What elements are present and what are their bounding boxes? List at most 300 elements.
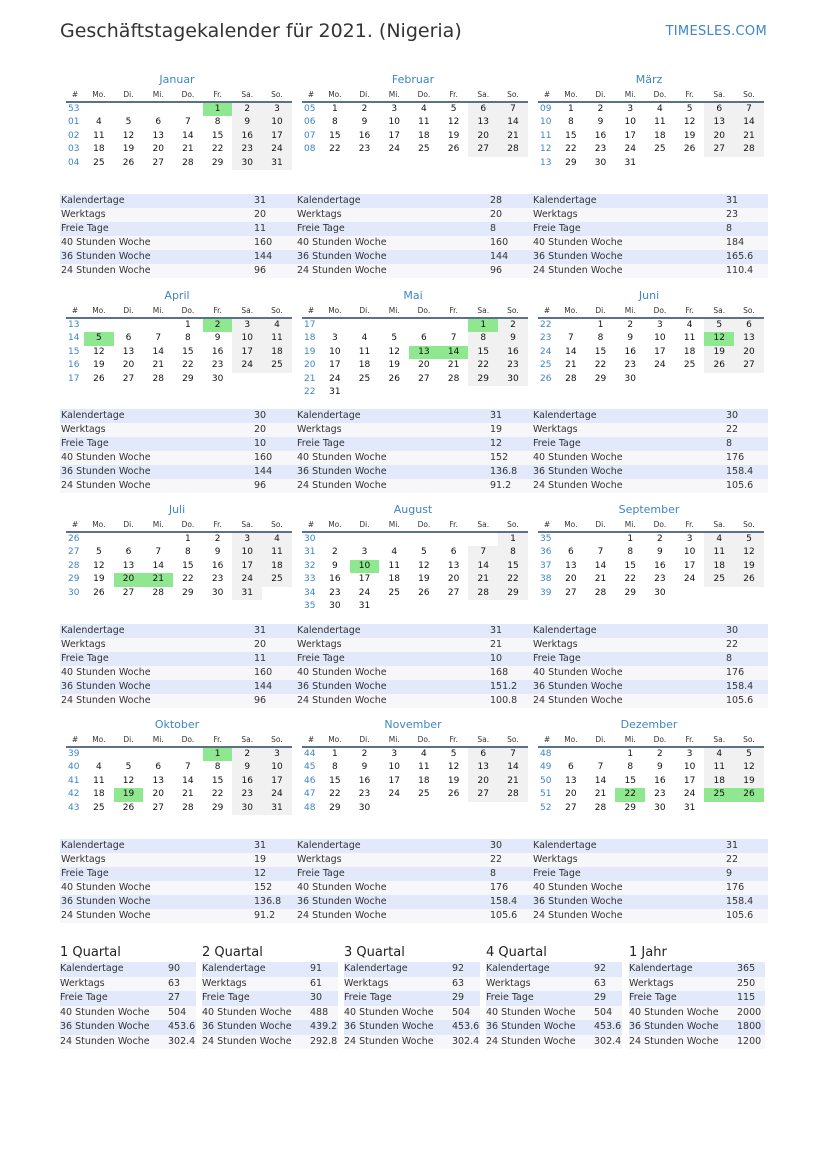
day-cell[interactable]: 28 (447, 373, 460, 384)
day-cell[interactable]: 7 (498, 103, 528, 116)
day-cell[interactable]: 23 (358, 144, 371, 155)
day-cell[interactable]: 29 (594, 373, 607, 384)
day-cell[interactable]: 2 (361, 749, 368, 759)
day-cell[interactable]: 16 (211, 346, 224, 357)
day-cell[interactable]: 18 (654, 130, 666, 141)
day-cell[interactable]: 9 (214, 547, 221, 558)
day-cell[interactable]: 11 (93, 130, 105, 141)
day-cell[interactable]: 9 (627, 333, 634, 344)
day-cell[interactable]: 31 (683, 802, 696, 813)
day-cell[interactable]: 30 (329, 600, 341, 611)
day-cell[interactable]: 7 (597, 547, 604, 558)
day-cell[interactable]: 2 (203, 319, 233, 332)
day-cell[interactable]: 9 (597, 117, 604, 128)
day-cell[interactable]: 15 (182, 346, 194, 357)
day-cell[interactable]: 10 (262, 761, 292, 774)
day-cell[interactable]: 25 (683, 360, 696, 371)
day-cell[interactable]: 8 (214, 762, 221, 773)
day-cell[interactable]: 27 (122, 373, 135, 384)
day-cell[interactable]: 1 (567, 104, 574, 114)
day-cell[interactable]: 19 (683, 130, 696, 141)
day-cell[interactable]: 14 (594, 560, 607, 571)
day-cell[interactable]: 26 (388, 373, 400, 384)
day-cell[interactable]: 13 (704, 116, 734, 129)
day-cell[interactable]: 28 (468, 587, 498, 600)
day-cell[interactable]: 12 (734, 546, 764, 559)
day-cell[interactable]: 23 (654, 574, 666, 585)
day-cell[interactable]: 3 (686, 749, 693, 759)
day-cell[interactable]: 3 (331, 333, 338, 344)
day-cell[interactable]: 24 (358, 587, 371, 598)
day-cell[interactable]: 13 (122, 346, 135, 357)
day-cell[interactable]: 29 (565, 157, 577, 168)
day-cell[interactable]: 8 (185, 333, 191, 344)
day-cell[interactable]: 27 (418, 373, 430, 384)
day-cell[interactable]: 22 (329, 789, 341, 800)
day-cell[interactable]: 29 (182, 587, 194, 598)
day-cell[interactable]: 2 (232, 103, 262, 116)
day-cell[interactable]: 1 (498, 533, 528, 546)
day-cell[interactable]: 12 (418, 560, 430, 571)
day-cell[interactable]: 26 (93, 373, 105, 384)
day-cell[interactable]: 10 (350, 560, 380, 573)
day-cell[interactable]: 11 (93, 775, 105, 786)
day-cell[interactable]: 17 (654, 346, 666, 357)
day-cell[interactable]: 22 (211, 789, 224, 800)
day-cell[interactable]: 26 (734, 788, 764, 801)
day-cell[interactable]: 8 (498, 546, 528, 559)
day-cell[interactable]: 27 (734, 359, 764, 372)
day-cell[interactable]: 1 (468, 319, 498, 332)
day-cell[interactable]: 3 (657, 320, 663, 330)
day-cell[interactable]: 27 (468, 788, 498, 801)
day-cell[interactable]: 11 (704, 546, 734, 559)
day-cell[interactable]: 31 (262, 802, 292, 815)
day-cell[interactable]: 10 (262, 116, 292, 129)
day-cell[interactable]: 19 (447, 775, 460, 786)
day-cell[interactable]: 15 (498, 560, 528, 573)
day-cell[interactable]: 5 (734, 533, 764, 546)
day-cell[interactable]: 5 (125, 117, 132, 128)
day-cell[interactable]: 23 (654, 789, 666, 800)
day-cell[interactable]: 11 (418, 117, 430, 128)
day-cell[interactable]: 20 (468, 775, 498, 788)
day-cell[interactable]: 19 (93, 360, 105, 371)
day-cell[interactable]: 27 (704, 143, 734, 156)
day-cell[interactable]: 20 (152, 789, 164, 800)
day-cell[interactable]: 4 (686, 320, 693, 330)
day-cell[interactable]: 9 (331, 560, 338, 571)
day-cell[interactable]: 15 (182, 560, 194, 571)
brand-logo[interactable]: TIMESLES.COM (665, 24, 767, 39)
day-cell[interactable]: 10 (683, 547, 696, 558)
day-cell[interactable]: 11 (704, 761, 734, 774)
day-cell[interactable]: 5 (686, 104, 693, 114)
day-cell[interactable]: 16 (232, 775, 262, 788)
day-cell[interactable]: 4 (657, 104, 663, 114)
day-cell[interactable]: 16 (211, 560, 224, 571)
day-cell[interactable]: 6 (421, 333, 427, 344)
day-cell[interactable]: 26 (122, 802, 135, 813)
day-cell[interactable]: 22 (211, 144, 224, 155)
day-cell[interactable]: 28 (152, 373, 164, 384)
day-cell[interactable]: 4 (262, 533, 292, 546)
day-cell[interactable]: 17 (683, 560, 696, 571)
day-cell[interactable]: 24 (388, 789, 400, 800)
day-cell[interactable]: 3 (686, 534, 693, 544)
day-cell[interactable]: 28 (152, 587, 164, 598)
day-cell[interactable]: 15 (624, 775, 636, 786)
day-cell[interactable]: 9 (657, 547, 663, 558)
day-cell[interactable]: 19 (93, 574, 105, 585)
day-cell[interactable]: 29 (182, 373, 194, 384)
day-cell[interactable]: 7 (734, 103, 764, 116)
day-cell[interactable]: 5 (95, 547, 102, 558)
day-cell[interactable]: 27 (447, 587, 460, 598)
day-cell[interactable]: 24 (683, 574, 696, 585)
day-cell[interactable]: 1 (185, 534, 191, 544)
day-cell[interactable]: 8 (331, 762, 338, 773)
day-cell[interactable]: 23 (498, 359, 528, 372)
day-cell[interactable]: 21 (182, 144, 194, 155)
day-cell[interactable]: 16 (654, 775, 666, 786)
day-cell[interactable]: 25 (358, 373, 371, 384)
day-cell[interactable]: 19 (388, 360, 400, 371)
day-cell[interactable]: 14 (182, 775, 194, 786)
day-cell[interactable]: 13 (409, 346, 439, 359)
day-cell[interactable]: 17 (624, 130, 636, 141)
day-cell[interactable]: 17 (262, 775, 292, 788)
day-cell[interactable]: 24 (232, 359, 262, 372)
day-cell[interactable]: 22 (594, 360, 607, 371)
day-cell[interactable]: 7 (468, 546, 498, 559)
day-cell[interactable]: 19 (447, 130, 460, 141)
day-cell[interactable]: 16 (329, 574, 341, 585)
day-cell[interactable]: 1 (331, 104, 338, 114)
day-cell[interactable]: 23 (358, 789, 371, 800)
day-cell[interactable]: 2 (331, 547, 338, 558)
day-cell[interactable]: 12 (388, 346, 400, 357)
day-cell[interactable]: 6 (125, 333, 132, 344)
day-cell[interactable]: 4 (704, 533, 734, 546)
day-cell[interactable]: 16 (232, 130, 262, 143)
day-cell[interactable]: 9 (498, 332, 528, 345)
day-cell[interactable]: 3 (262, 748, 292, 761)
day-cell[interactable]: 14 (565, 346, 577, 357)
day-cell[interactable]: 5 (450, 749, 457, 759)
day-cell[interactable]: 16 (358, 775, 371, 786)
day-cell[interactable]: 12 (447, 117, 460, 128)
day-cell[interactable]: 15 (211, 130, 224, 141)
day-cell[interactable]: 20 (565, 789, 577, 800)
day-cell[interactable]: 21 (594, 789, 607, 800)
day-cell[interactable]: 23 (329, 587, 341, 598)
day-cell[interactable]: 5 (421, 547, 427, 558)
day-cell[interactable]: 24 (624, 144, 636, 155)
day-cell[interactable]: 16 (624, 346, 636, 357)
day-cell[interactable]: 8 (185, 547, 191, 558)
day-cell[interactable]: 2 (214, 534, 221, 544)
day-cell[interactable]: 31 (232, 587, 262, 600)
day-cell[interactable]: 29 (624, 587, 636, 598)
day-cell[interactable]: 8 (567, 117, 574, 128)
day-cell[interactable]: 24 (232, 573, 262, 586)
day-cell[interactable]: 20 (152, 144, 164, 155)
day-cell[interactable]: 6 (704, 103, 734, 116)
day-cell[interactable]: 21 (498, 130, 528, 143)
day-cell[interactable]: 3 (391, 104, 398, 114)
day-cell[interactable]: 22 (624, 574, 636, 585)
day-cell[interactable]: 5 (125, 762, 132, 773)
day-cell[interactable]: 1 (627, 749, 634, 759)
day-cell[interactable]: 26 (704, 359, 734, 372)
day-cell[interactable]: 25 (418, 789, 430, 800)
day-cell[interactable]: 4 (391, 547, 398, 558)
day-cell[interactable]: 28 (182, 157, 194, 168)
day-cell[interactable]: 4 (95, 117, 102, 128)
day-cell[interactable]: 17 (232, 346, 262, 359)
day-cell[interactable]: 5 (450, 104, 457, 114)
day-cell[interactable]: 24 (329, 373, 341, 384)
day-cell[interactable]: 30 (211, 373, 224, 384)
day-cell[interactable]: 8 (627, 762, 634, 773)
day-cell[interactable]: 26 (122, 157, 135, 168)
day-cell[interactable]: 22 (182, 574, 194, 585)
day-cell[interactable]: 6 (450, 547, 457, 558)
day-cell[interactable]: 27 (122, 587, 135, 598)
day-cell[interactable]: 14 (152, 560, 164, 571)
day-cell[interactable]: 14 (734, 116, 764, 129)
day-cell[interactable]: 6 (468, 748, 498, 761)
day-cell[interactable]: 24 (683, 789, 696, 800)
day-cell[interactable]: 30 (211, 587, 224, 598)
day-cell[interactable]: 5 (734, 748, 764, 761)
day-cell[interactable]: 6 (125, 547, 132, 558)
day-cell[interactable]: 31 (329, 386, 341, 397)
day-cell[interactable]: 25 (388, 587, 400, 598)
day-cell[interactable]: 6 (155, 762, 162, 773)
day-cell[interactable]: 26 (734, 573, 764, 586)
day-cell[interactable]: 4 (704, 748, 734, 761)
day-cell[interactable]: 2 (657, 749, 663, 759)
day-cell[interactable]: 16 (358, 130, 371, 141)
day-cell[interactable]: 14 (468, 560, 498, 573)
day-cell[interactable]: 26 (683, 144, 696, 155)
day-cell[interactable]: 10 (232, 546, 262, 559)
day-cell[interactable]: 1 (203, 103, 233, 116)
day-cell[interactable]: 10 (388, 117, 400, 128)
day-cell[interactable]: 28 (734, 143, 764, 156)
day-cell[interactable]: 26 (418, 587, 430, 598)
day-cell[interactable]: 4 (361, 333, 368, 344)
day-cell[interactable]: 30 (232, 802, 262, 815)
day-cell[interactable]: 14 (498, 116, 528, 129)
day-cell[interactable]: 11 (262, 546, 292, 559)
day-cell[interactable]: 4 (421, 749, 427, 759)
day-cell[interactable]: 30 (654, 802, 666, 813)
day-cell[interactable]: 23 (211, 360, 224, 371)
day-cell[interactable]: 10 (232, 332, 262, 345)
day-cell[interactable]: 17 (683, 775, 696, 786)
day-cell[interactable]: 5 (704, 319, 734, 332)
day-cell[interactable]: 18 (418, 130, 430, 141)
day-cell[interactable]: 11 (683, 333, 696, 344)
day-cell[interactable]: 7 (450, 333, 457, 344)
day-cell[interactable]: 24 (388, 144, 400, 155)
day-cell[interactable]: 19 (114, 788, 144, 801)
day-cell[interactable]: 13 (152, 775, 164, 786)
day-cell[interactable]: 18 (93, 144, 105, 155)
day-cell[interactable]: 11 (388, 560, 400, 571)
day-cell[interactable]: 10 (654, 333, 666, 344)
day-cell[interactable]: 20 (122, 360, 135, 371)
day-cell[interactable]: 19 (122, 144, 135, 155)
day-cell[interactable]: 15 (594, 346, 607, 357)
day-cell[interactable]: 14 (152, 346, 164, 357)
day-cell[interactable]: 15 (624, 560, 636, 571)
day-cell[interactable]: 10 (329, 346, 341, 357)
day-cell[interactable]: 11 (654, 117, 666, 128)
day-cell[interactable]: 2 (498, 319, 528, 332)
day-cell[interactable]: 21 (182, 789, 194, 800)
day-cell[interactable]: 18 (93, 789, 105, 800)
day-cell[interactable]: 18 (358, 360, 371, 371)
day-cell[interactable]: 15 (329, 775, 341, 786)
day-cell[interactable]: 27 (565, 587, 577, 598)
day-cell[interactable]: 31 (262, 157, 292, 170)
day-cell[interactable]: 28 (182, 802, 194, 813)
day-cell[interactable]: 21 (468, 573, 498, 586)
day-cell[interactable]: 17 (329, 360, 341, 371)
day-cell[interactable]: 3 (232, 533, 262, 546)
day-cell[interactable]: 31 (358, 600, 371, 611)
day-cell[interactable]: 16 (654, 560, 666, 571)
day-cell[interactable]: 7 (185, 762, 191, 773)
day-cell[interactable]: 10 (388, 762, 400, 773)
day-cell[interactable]: 30 (232, 157, 262, 170)
day-cell[interactable]: 9 (361, 762, 368, 773)
day-cell[interactable]: 18 (704, 775, 734, 788)
day-cell[interactable]: 13 (122, 560, 135, 571)
day-cell[interactable]: 13 (565, 775, 577, 786)
day-cell[interactable]: 7 (597, 762, 604, 773)
day-cell[interactable]: 29 (498, 587, 528, 600)
day-cell[interactable]: 7 (567, 333, 574, 344)
day-cell[interactable]: 22 (182, 360, 194, 371)
day-cell[interactable]: 2 (657, 534, 663, 544)
day-cell[interactable]: 31 (624, 157, 636, 168)
day-cell[interactable]: 27 (565, 802, 577, 813)
day-cell[interactable]: 20 (114, 573, 144, 586)
day-cell[interactable]: 30 (498, 373, 528, 386)
day-cell[interactable]: 27 (468, 143, 498, 156)
day-cell[interactable]: 8 (468, 332, 498, 345)
day-cell[interactable]: 15 (211, 775, 224, 786)
day-cell[interactable]: 19 (734, 775, 764, 788)
day-cell[interactable]: 6 (567, 762, 574, 773)
day-cell[interactable]: 25 (262, 573, 292, 586)
day-cell[interactable]: 4 (262, 319, 292, 332)
day-cell[interactable]: 12 (93, 560, 105, 571)
day-cell[interactable]: 23 (624, 360, 636, 371)
day-cell[interactable]: 22 (329, 144, 341, 155)
day-cell[interactable]: 19 (418, 574, 430, 585)
day-cell[interactable]: 14 (498, 761, 528, 774)
day-cell[interactable]: 21 (565, 360, 577, 371)
day-cell[interactable]: 16 (594, 130, 607, 141)
day-cell[interactable]: 24 (262, 788, 292, 801)
day-cell[interactable]: 13 (734, 332, 764, 345)
day-cell[interactable]: 22 (498, 573, 528, 586)
day-cell[interactable]: 4 (421, 104, 427, 114)
day-cell[interactable]: 25 (704, 573, 734, 586)
day-cell[interactable]: 12 (122, 775, 135, 786)
day-cell[interactable]: 29 (329, 802, 341, 813)
day-cell[interactable]: 7 (155, 547, 162, 558)
day-cell[interactable]: 25 (262, 359, 292, 372)
day-cell[interactable]: 29 (211, 802, 224, 813)
day-cell[interactable]: 14 (439, 346, 469, 359)
day-cell[interactable]: 22 (615, 788, 645, 801)
day-cell[interactable]: 13 (447, 560, 460, 571)
day-cell[interactable]: 27 (152, 157, 164, 168)
day-cell[interactable]: 2 (361, 104, 368, 114)
day-cell[interactable]: 21 (152, 360, 164, 371)
day-cell[interactable]: 12 (683, 117, 696, 128)
day-cell[interactable]: 9 (361, 117, 368, 128)
day-cell[interactable]: 18 (704, 560, 734, 573)
day-cell[interactable]: 8 (597, 333, 604, 344)
day-cell[interactable]: 2 (597, 104, 604, 114)
day-cell[interactable]: 25 (704, 788, 734, 801)
day-cell[interactable]: 28 (498, 143, 528, 156)
day-cell[interactable]: 25 (418, 144, 430, 155)
day-cell[interactable]: 13 (468, 761, 498, 774)
day-cell[interactable]: 18 (388, 574, 400, 585)
day-cell[interactable]: 29 (211, 157, 224, 168)
day-cell[interactable]: 4 (95, 762, 102, 773)
day-cell[interactable]: 13 (468, 116, 498, 129)
day-cell[interactable]: 20 (565, 574, 577, 585)
day-cell[interactable]: 1 (203, 748, 233, 761)
day-cell[interactable]: 9 (214, 333, 221, 344)
day-cell[interactable]: 19 (704, 346, 734, 359)
day-cell[interactable]: 25 (93, 157, 105, 168)
day-cell[interactable]: 30 (594, 157, 607, 168)
day-cell[interactable]: 10 (683, 762, 696, 773)
day-cell[interactable]: 17 (388, 775, 400, 786)
day-cell[interactable]: 7 (155, 333, 162, 344)
day-cell[interactable]: 8 (331, 117, 338, 128)
day-cell[interactable]: 7 (498, 748, 528, 761)
day-cell[interactable]: 16 (498, 346, 528, 359)
day-cell[interactable]: 18 (262, 560, 292, 573)
day-cell[interactable]: 14 (182, 130, 194, 141)
day-cell[interactable]: 1 (597, 320, 604, 330)
day-cell[interactable]: 29 (624, 802, 636, 813)
day-cell[interactable]: 22 (565, 144, 577, 155)
day-cell[interactable]: 1 (331, 749, 338, 759)
day-cell[interactable]: 20 (447, 574, 460, 585)
day-cell[interactable]: 27 (152, 802, 164, 813)
day-cell[interactable]: 6 (155, 117, 162, 128)
day-cell[interactable]: 13 (152, 130, 164, 141)
day-cell[interactable]: 25 (93, 802, 105, 813)
day-cell[interactable]: 29 (468, 373, 498, 386)
day-cell[interactable]: 23 (232, 788, 262, 801)
day-cell[interactable]: 21 (498, 775, 528, 788)
day-cell[interactable]: 24 (262, 143, 292, 156)
